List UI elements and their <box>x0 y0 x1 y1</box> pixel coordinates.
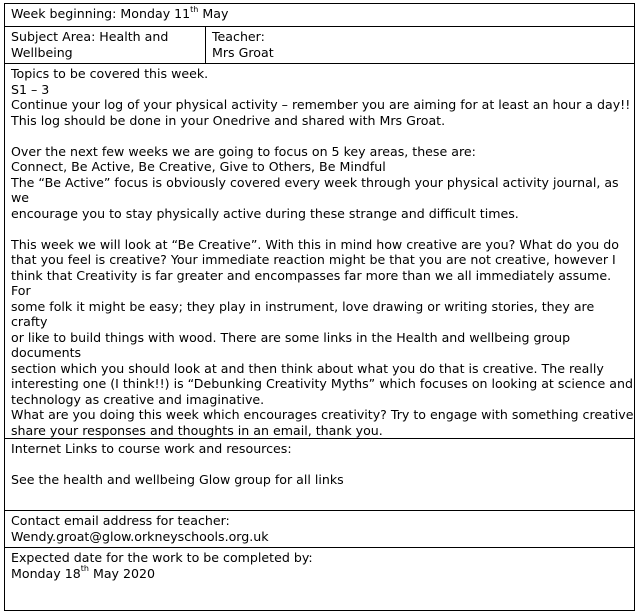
lesson-plan-table <box>4 3 635 611</box>
topics-level: S1 – 3 <box>11 81 50 97</box>
links-text: See the health and wellbeing Glow group for all links <box>11 472 344 487</box>
teacher-label: Teacher: <box>212 29 265 44</box>
subject-label-line1: Subject Area: Health and <box>11 29 169 44</box>
links-row <box>5 439 634 511</box>
topics-heading: Topics to be covered this week. <box>11 66 209 81</box>
topics-p2-line3: The “Be Active” focus is obviously covered every week through your physical activity journal, as we <box>11 174 619 205</box>
due-row <box>5 548 634 610</box>
due-label: Expected date for the work to be completed by: <box>11 550 313 565</box>
topics-row <box>5 64 634 439</box>
topics-p2-line1: Over the next few weeks we are going to focus on 5 key areas, these are: <box>11 143 476 159</box>
topics-p3-line1: This week we will look at “Be Creative”. With this in mind how creative are you? What do you do <box>11 236 619 252</box>
topics-p3-line3: think that Creativity is far greater and encompasses far more than we all immediately assume. For <box>11 267 612 298</box>
topics-p2-line4: encourage you to stay physically active during these strange and difficult times. <box>11 205 519 221</box>
week-ordinal: th <box>190 4 199 14</box>
due-date <box>11 566 634 582</box>
topics-p3-line2: that you feel is creative? Your immediate reaction might be that you are not creative, however I <box>11 252 616 267</box>
contact-email[interactable]: Wendy.groat@glow.orkneyschools.org.uk <box>11 528 269 544</box>
contact-label: Contact email address for teacher: <box>11 513 230 528</box>
week-label: Week beginning: Monday 11 <box>11 6 191 21</box>
week-row <box>5 4 634 27</box>
contact-row <box>5 511 634 548</box>
topics-p3-line6: section which you should look at and then think about what you do that is creative. The really <box>11 360 604 376</box>
due-ordinal: th <box>80 564 89 574</box>
due-date-pre: Monday 18 <box>11 565 81 581</box>
topics-p3-line7: interesting one (I think!!) is “Debunking Creativity Myths” which focuses on looking at science and <box>11 376 633 391</box>
subject-row <box>5 27 634 64</box>
topics-p1-line2: This log should be done in your Onedrive and shared with Mrs Groat. <box>11 112 446 128</box>
topics-p3-line8: technology as creative and imaginative. <box>11 391 265 407</box>
teacher-cell <box>206 27 634 63</box>
topics-p3-line4: some folk it might be easy; they play in instrument, love drawing or writing stories, they are crafty <box>11 298 595 329</box>
topics-p4-line1: What are you doing this week which encourages creativity? Try to engage with something creative <box>11 407 634 422</box>
topics-p4-line2: share your responses and thoughts in an email, thank you. <box>11 422 383 438</box>
topics-p3-line5: or like to build things with wood. There are some links in the Health and wellbeing group documents <box>11 329 571 360</box>
topics-p2-line2: Connect, Be Active, Be Creative, Give to Others, Be Mindful <box>11 159 386 174</box>
week-month: May <box>198 6 229 21</box>
due-date-post: May 2020 <box>88 565 156 581</box>
links-label: Internet Links to course work and resources: <box>11 441 292 456</box>
subject-label-line2: Wellbeing <box>11 44 73 60</box>
topics-p1-line1: Continue your log of your physical activity – remember you are aiming for at least an hour a day!! <box>11 97 631 112</box>
teacher-name: Mrs Groat <box>212 44 274 60</box>
subject-cell <box>5 27 206 63</box>
